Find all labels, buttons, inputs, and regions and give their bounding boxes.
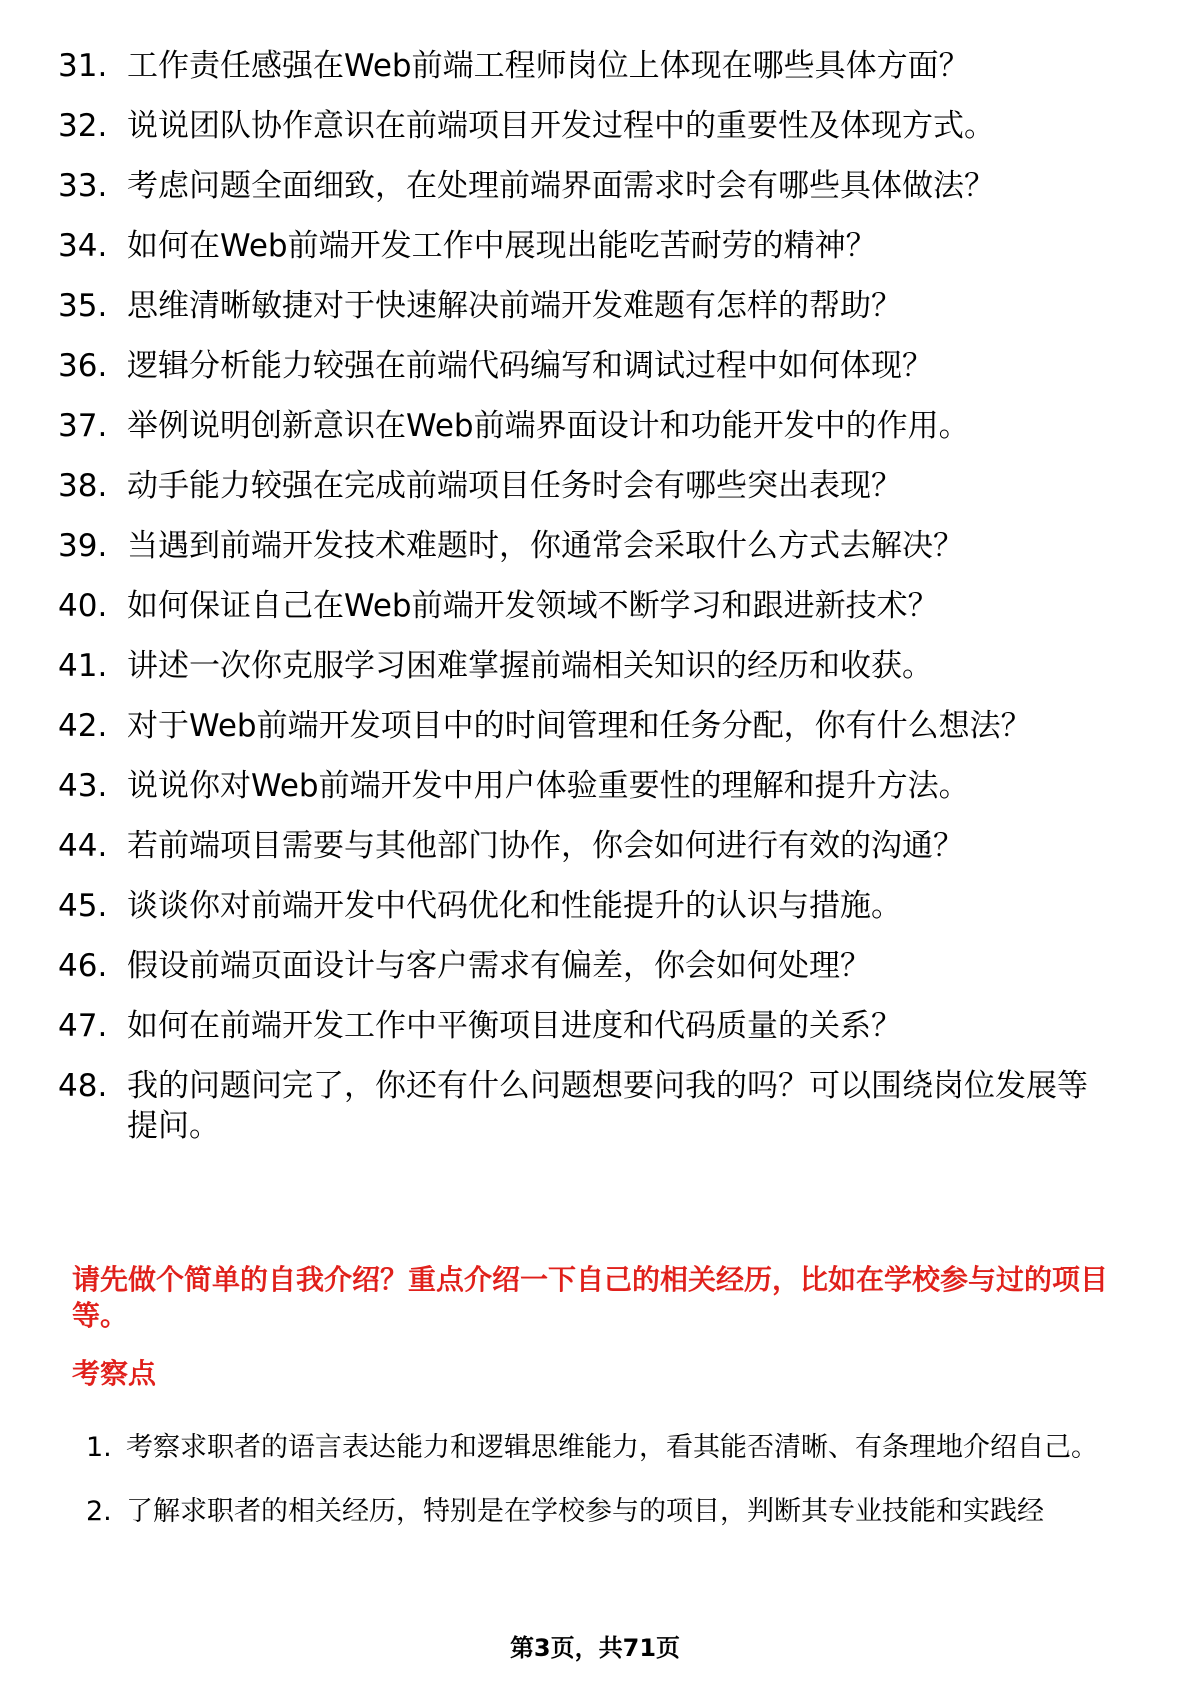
list-item	[86, 1484, 1126, 1540]
item-number: 40.	[58, 588, 108, 624]
list-item	[58, 106, 1118, 146]
item-text: 考虑问题全面细致，在处理前端界面需求时会有哪些具体做法？	[127, 168, 995, 204]
item-number: 37.	[58, 408, 108, 444]
item-number: 31.	[58, 48, 108, 84]
item-number: 42.	[58, 708, 108, 744]
list-item	[58, 646, 1118, 686]
item-number: 1.	[86, 1432, 112, 1463]
list-item	[58, 286, 1118, 326]
list-item	[86, 1420, 1126, 1476]
item-text: 工作责任感强在Web前端工程师岗位上体现在哪些具体方面？	[127, 48, 970, 84]
item-number: 32.	[58, 108, 108, 144]
list-item	[58, 586, 1118, 626]
item-text: 举例说明创新意识在Web前端界面设计和功能开发中的作用。	[127, 408, 970, 444]
item-text: 思维清晰敏捷对于快速解决前端开发难题有怎样的帮助？	[127, 288, 902, 324]
list-item	[58, 766, 1118, 806]
item-text: 对于Web前端开发项目中的时间管理和任务分配，你有什么想法？	[127, 708, 1032, 744]
list-item	[58, 826, 1118, 866]
section-heading: 请先做个简单的自我介绍？重点介绍一下自己的相关经历，比如在学校参与过的项目等。	[72, 1263, 1109, 1332]
item-number: 44.	[58, 828, 108, 864]
item-number: 39.	[58, 528, 108, 564]
item-text: 逻辑分析能力较强在前端代码编写和调试过程中如何体现？	[127, 348, 933, 384]
item-text: 若前端项目需要与其他部门协作，你会如何进行有效的沟通？	[127, 828, 964, 864]
question-list	[58, 46, 1118, 1166]
points-heading: 考察点	[72, 1357, 157, 1390]
item-text: 动手能力较强在完成前端项目任务时会有哪些突出表现？	[127, 468, 902, 504]
list-item	[58, 946, 1118, 986]
item-number: 34.	[58, 228, 108, 264]
item-number: 43.	[58, 768, 108, 804]
list-item	[58, 886, 1118, 926]
list-item	[58, 406, 1118, 446]
list-item	[58, 706, 1118, 746]
list-item	[58, 46, 1118, 86]
list-item	[58, 1006, 1118, 1046]
item-text: 当遇到前端开发技术难题时，你通常会采取什么方式去解决？	[127, 528, 964, 564]
item-number: 36.	[58, 348, 108, 384]
item-text: 假设前端页面设计与客户需求有偏差，你会如何处理？	[127, 948, 871, 984]
page-footer: 第3页，共71页	[509, 1634, 681, 1662]
list-item	[58, 226, 1118, 266]
list-item	[58, 466, 1118, 506]
item-text: 讲述一次你克服学习困难掌握前端相关知识的经历和收获。	[127, 648, 933, 684]
item-text: 谈谈你对前端开发中代码优化和性能提升的认识与措施。	[127, 888, 902, 924]
assessment-points	[86, 1420, 1126, 1548]
item-text: 如何在Web前端开发工作中展现出能吃苦耐劳的精神？	[127, 228, 877, 264]
list-item	[58, 346, 1118, 386]
item-number: 48.	[58, 1068, 108, 1104]
item-number: 35.	[58, 288, 108, 324]
item-number: 33.	[58, 168, 108, 204]
item-text: 如何在前端开发工作中平衡项目进度和代码质量的关系？	[127, 1008, 902, 1044]
list-item	[58, 526, 1118, 566]
item-number: 41.	[58, 648, 108, 684]
item-number: 47.	[58, 1008, 108, 1044]
item-text: 如何保证自己在Web前端开发领域不断学习和跟进新技术？	[127, 588, 939, 624]
item-text: 考察求职者的语言表达能力和逻辑思维能力，看其能否清晰、有条理地介绍自己。	[126, 1432, 1098, 1463]
list-item	[58, 1066, 1118, 1146]
item-number: 46.	[58, 948, 108, 984]
list-item	[58, 166, 1118, 206]
item-text: 我的问题问完了，你还有什么问题想要问我的吗？可以围绕岗位发展等提问。	[127, 1068, 1088, 1144]
item-text: 了解求职者的相关经历，特别是在学校参与的项目，判断其专业技能和实践经	[126, 1496, 1044, 1527]
item-number: 45.	[58, 888, 108, 924]
item-number: 38.	[58, 468, 108, 504]
item-number: 2.	[86, 1496, 112, 1527]
item-text: 说说你对Web前端开发中用户体验重要性的理解和提升方法。	[127, 768, 970, 804]
item-text: 说说团队协作意识在前端项目开发过程中的重要性及体现方式。	[127, 108, 995, 144]
